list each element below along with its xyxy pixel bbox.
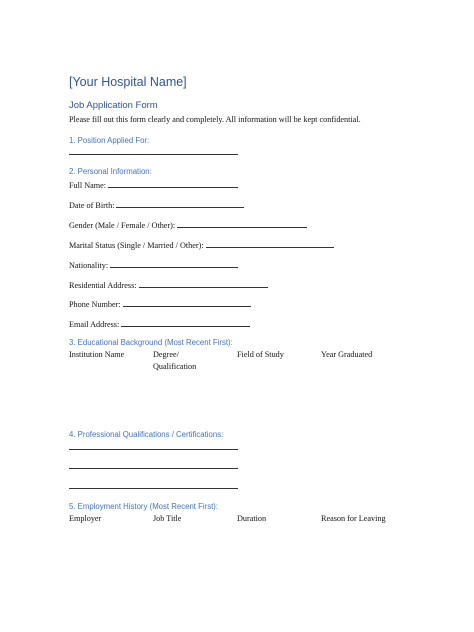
section-employment-title: 5. Employment History (Most Recent First):: [69, 502, 219, 511]
qualification-line-3[interactable]: [69, 488, 238, 489]
col-field-of-study: Field of Study: [237, 350, 284, 359]
email-address-line[interactable]: [121, 318, 250, 327]
residential-address-line[interactable]: [139, 279, 268, 288]
gender-label: Gender (Male / Female / Other):: [69, 221, 176, 230]
residential-address-label: Residential Address:: [69, 281, 137, 290]
section-position-title: 1. Position Applied For:: [69, 136, 150, 145]
nationality-line[interactable]: [110, 259, 238, 268]
col-duration: Duration: [237, 514, 267, 523]
gender-field[interactable]: [69, 219, 307, 230]
phone-number-line[interactable]: [123, 298, 251, 307]
date-of-birth-line[interactable]: [116, 199, 244, 208]
residential-address-field[interactable]: [69, 279, 268, 290]
phone-number-field[interactable]: [69, 298, 251, 309]
col-employer: Employer: [69, 514, 102, 523]
col-institution-name: Institution Name: [69, 350, 125, 359]
gender-line[interactable]: [177, 219, 307, 228]
nationality-field[interactable]: [69, 259, 238, 270]
form-title: Job Application Form: [69, 100, 158, 111]
date-of-birth-label: Date of Birth:: [69, 201, 115, 210]
qualification-line-2[interactable]: [69, 468, 238, 469]
email-address-field[interactable]: [69, 318, 250, 329]
date-of-birth-field[interactable]: [69, 199, 244, 210]
marital-status-field[interactable]: [69, 239, 334, 250]
nationality-label: Nationality:: [69, 261, 109, 270]
section-personal-title: 2. Personal Information:: [69, 167, 152, 176]
col-reason-for-leaving: Reason for Leaving: [321, 514, 386, 523]
col-year-graduated: Year Graduated: [321, 350, 373, 359]
full-name-field[interactable]: [69, 179, 238, 190]
col-degree-qualification: Degree/ Qualification: [153, 350, 197, 371]
qualification-line-1[interactable]: [69, 449, 238, 450]
hospital-name-heading: [Your Hospital Name]: [69, 75, 187, 89]
email-address-label: Email Address:: [69, 320, 120, 329]
section-qualifications-title: 4. Professional Qualifications / Certifications:: [69, 430, 224, 439]
marital-status-line[interactable]: [206, 239, 334, 248]
full-name-line[interactable]: [108, 179, 238, 188]
marital-status-label: Marital Status (Single / Married / Other):: [69, 241, 204, 250]
col-job-title: Job Title: [153, 514, 182, 523]
intro-text: Please fill out this form clearly and completely. All information will be kept confidential.: [69, 115, 361, 124]
position-applied-line[interactable]: [69, 154, 238, 155]
phone-number-label: Phone Number:: [69, 300, 121, 309]
full-name-label: Full Name:: [69, 181, 107, 190]
section-education-title: 3. Educational Background (Most Recent First):: [69, 338, 233, 347]
